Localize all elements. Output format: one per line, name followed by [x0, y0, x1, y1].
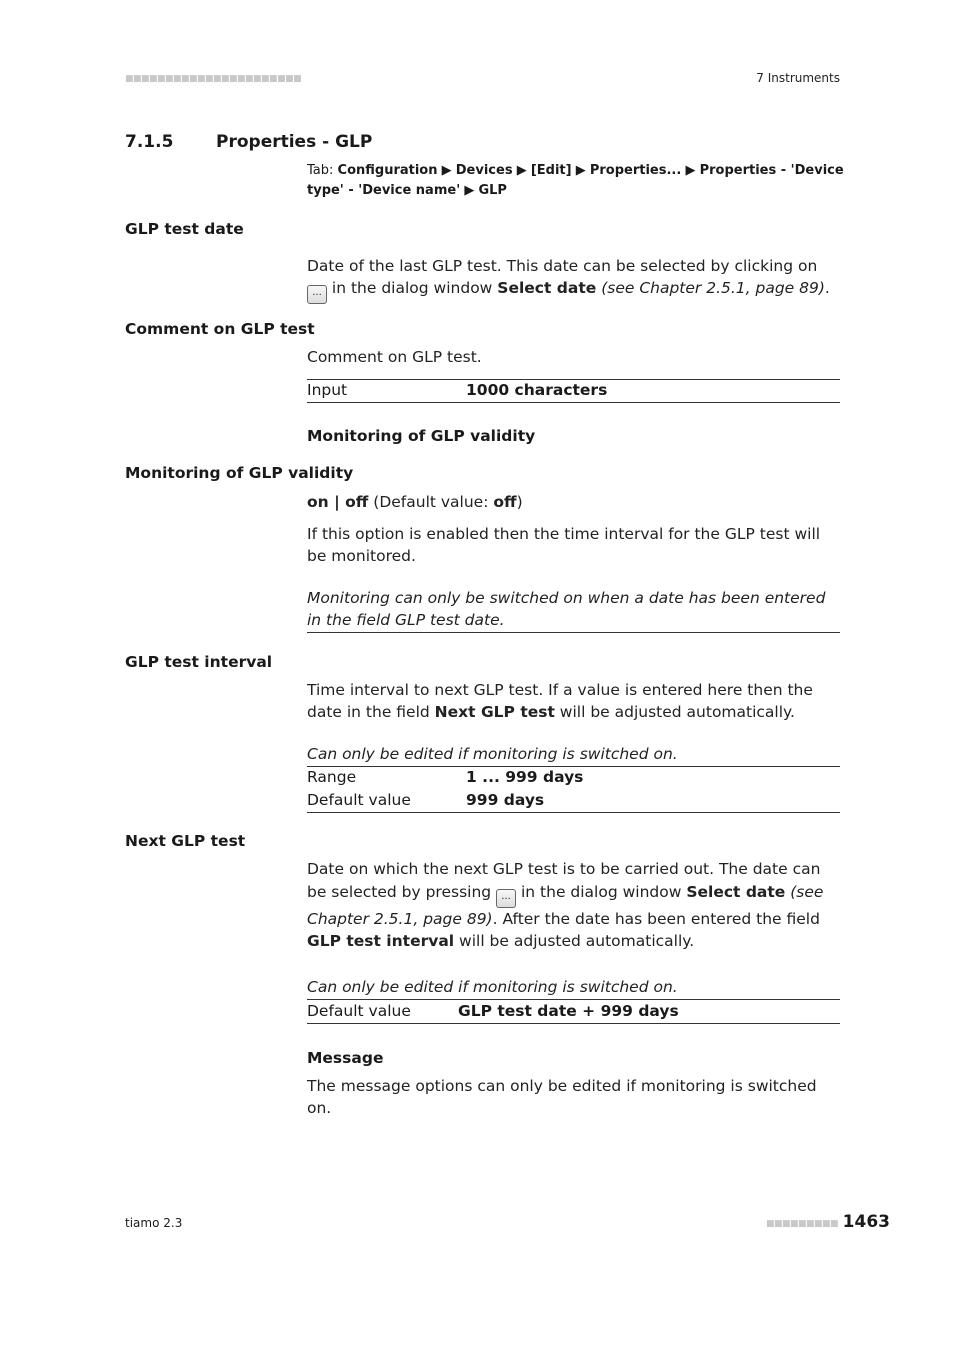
text: in the dialog window: [327, 279, 498, 297]
tab-path-separator: ▶: [681, 163, 700, 178]
table-key: Default value: [307, 1002, 411, 1020]
param-heading-next-glp-test: Next GLP test: [125, 832, 246, 850]
table-key: Range: [307, 768, 357, 786]
ellipsis-button-icon: ...: [496, 889, 516, 908]
param-heading-comment: Comment on GLP test: [125, 320, 315, 338]
table-value: 999 days: [466, 791, 545, 809]
monitoring-description: If this option is enabled then the time interval for the GLP test will be monitored.: [307, 525, 821, 565]
next-glp-test-description: [307, 858, 840, 953]
footer-product: tiamo 2.3: [125, 1216, 183, 1230]
header-chapter: 7 Instruments: [756, 71, 840, 85]
table-rule: [307, 1023, 840, 1024]
tab-path-item: Properties...: [589, 163, 682, 178]
text-bold: Select date: [686, 882, 786, 901]
text: . After the date has been entered the field: [492, 909, 820, 928]
subheading-message: Message: [307, 1049, 384, 1067]
section-title-text: Properties - GLP: [216, 132, 373, 152]
text: Date of the last GLP test. This date can be selected by clicking on: [307, 257, 818, 275]
text: (Default value:: [368, 493, 494, 511]
tab-path-item: Configuration: [337, 163, 438, 178]
interval-description: [307, 679, 840, 723]
tab-path-separator: ▶: [437, 163, 456, 178]
param-heading-glp-test-interval: GLP test interval: [125, 653, 273, 671]
table-rule: [307, 402, 840, 403]
text: will be adjusted automatically.: [454, 932, 695, 950]
interval-note: Can only be edited if monitoring is switched on.: [307, 745, 678, 763]
chapter-reference: (see Chapter 2.5.1, page 89): [307, 882, 824, 928]
table-value: 1000 characters: [466, 381, 608, 399]
table-rule: [307, 812, 840, 813]
tab-path-separator: ▶: [460, 183, 479, 198]
tab-path: [307, 161, 847, 201]
text: in the dialog window: [516, 882, 687, 901]
text: Date on which the next GLP test is to be carried out. The date can be selected by pressing: [307, 860, 821, 901]
page-number: 1463: [842, 1212, 890, 1232]
next-note: Can only be edited if monitoring is switched on.: [307, 978, 678, 996]
param-heading-glp-test-date: GLP test date: [125, 220, 244, 238]
header-decoration: ■■■■■■■■■■■■■■■■■■■■■■: [125, 74, 302, 84]
message-description: The message options can only be edited if monitoring is switched on.: [307, 1077, 817, 1117]
table-rule: [307, 632, 840, 633]
section-title: [125, 132, 372, 152]
text-bold: GLP test interval: [307, 932, 455, 950]
tab-path-separator: ▶: [512, 163, 531, 178]
text: ): [516, 493, 523, 511]
glp-test-date-description: [307, 255, 840, 304]
chapter-reference: (see Chapter 2.5.1, page 89): [596, 279, 825, 297]
text: will be adjusted automatically.: [554, 703, 795, 721]
text: .: [824, 279, 830, 297]
text-bold: Select date: [497, 279, 597, 297]
text-bold: Next GLP test: [434, 703, 555, 721]
table-key: Input: [307, 381, 348, 399]
tab-path-prefix: Tab:: [307, 163, 338, 178]
section-number: 7.1.5: [125, 132, 174, 152]
tab-path-item: Properties - 'Device type' - 'Device name': [307, 163, 844, 198]
table-value: 1 ... 999 days: [466, 768, 584, 786]
param-heading-monitoring: Monitoring of GLP validity: [125, 464, 354, 482]
table-key: Default value: [307, 791, 411, 809]
tab-path-item: [Edit]: [530, 163, 572, 178]
tab-path-item: GLP: [478, 183, 507, 198]
option-values: on | off: [307, 493, 369, 511]
table-value: GLP test date + 999 days: [458, 1002, 679, 1020]
default-value: off: [493, 493, 517, 511]
ellipsis-button-icon: ...: [307, 285, 327, 304]
comment-description: Comment on GLP test.: [307, 348, 482, 366]
subheading-monitoring: Monitoring of GLP validity: [307, 427, 536, 445]
tab-path-item: Devices: [455, 163, 513, 178]
footer-decoration: ■■■■■■■■■: [765, 1219, 838, 1229]
text: Time interval to next GLP test. If a value is entered here then the date in the field: [307, 681, 813, 721]
monitoring-note: Monitoring can only be switched on when a date has been entered in the field GLP test date.: [307, 589, 826, 629]
monitoring-options: [307, 491, 840, 513]
tab-path-separator: ▶: [571, 163, 590, 178]
